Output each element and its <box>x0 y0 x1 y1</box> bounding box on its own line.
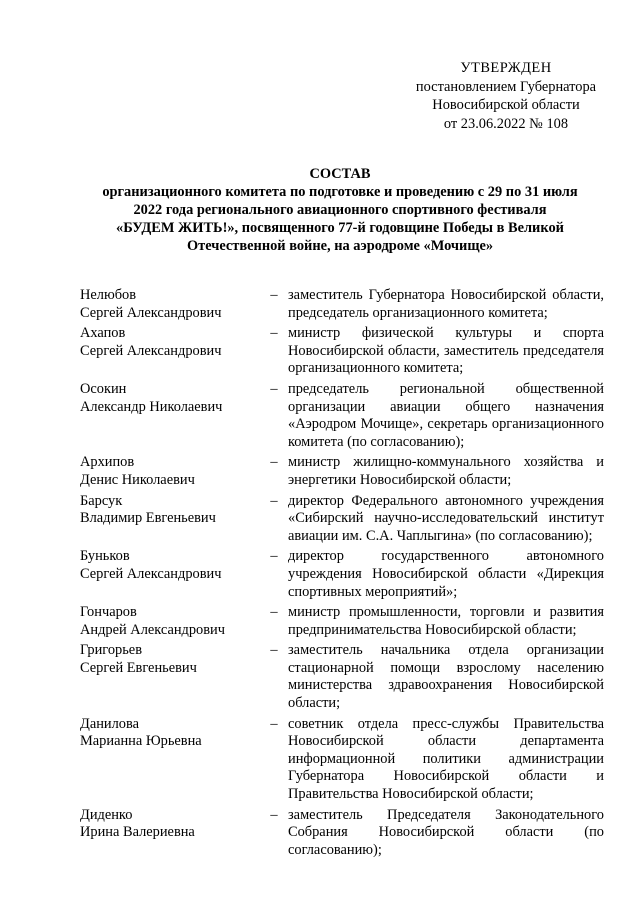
member-name <box>80 642 260 712</box>
member-position: заместитель начальника отдела организации стационарной помощи взрослому населению министерства здравоохранения Новосибирской области; <box>288 642 604 712</box>
member-dash: – <box>270 806 278 823</box>
member-position: заместитель Председателя Законодательного Собрания Новосибирской области (по согласованию); <box>288 806 604 858</box>
member-row <box>80 604 604 639</box>
member-row <box>80 807 604 860</box>
member-name <box>80 381 260 451</box>
member-given-names: Сергей Александрович <box>80 342 222 359</box>
approval-line: Новосибирской области <box>432 97 580 113</box>
member-position: директор Федерального автономного учреждения «Сибирский научно-исследовательский институт авиации им. С.А. Чаплыгина» (по согласованию); <box>288 492 604 544</box>
approval-line: от 23.06.2022 № 108 <box>443 115 569 132</box>
member-name <box>80 325 260 378</box>
member-surname: Данилова <box>80 715 139 732</box>
title-heading: СОСТАВ <box>309 166 371 182</box>
member-given-names: Андрей Александрович <box>80 621 225 638</box>
member-name <box>80 716 260 804</box>
member-dash: – <box>270 492 278 509</box>
member-row <box>80 493 604 546</box>
member-given-names: Денис Николаевич <box>80 471 195 488</box>
approval-stamp <box>392 59 620 133</box>
member-name <box>80 548 260 601</box>
member-given-names: Александр Николаевич <box>80 398 223 415</box>
member-dash: – <box>270 325 278 342</box>
member-dash: – <box>270 604 278 621</box>
member-surname: Барсук <box>80 492 123 509</box>
member-row <box>80 548 604 601</box>
member-dash: – <box>270 380 278 397</box>
member-surname: Нелюбов <box>80 287 137 303</box>
member-surname: Гончаров <box>80 604 137 621</box>
committee-members-list <box>80 287 604 862</box>
member-row <box>80 381 604 451</box>
member-position: министр жилищно-коммунального хозяйства и энергетики Новосибирской области; <box>288 454 604 488</box>
member-given-names: Владимир Евгеньевич <box>80 510 216 527</box>
member-surname: Архипов <box>80 454 135 471</box>
member-dash: – <box>270 548 278 565</box>
member-position: заместитель Губернатора Новосибирской области, председатель организационного комитета; <box>288 287 604 321</box>
member-name <box>80 454 260 489</box>
member-given-names: Сергей Александрович <box>80 565 222 582</box>
member-row <box>80 287 604 322</box>
member-dash: – <box>270 287 278 303</box>
member-row <box>80 325 604 378</box>
member-given-names: Сергей Евгеньевич <box>80 659 197 676</box>
approval-heading: УТВЕРЖДЕН <box>460 60 552 76</box>
member-dash: – <box>270 454 278 471</box>
member-given-names: Сергей Александрович <box>80 304 222 321</box>
member-given-names: Ирина Валериевна <box>80 824 195 841</box>
member-name <box>80 807 260 860</box>
title-line: «БУДЕМ ЖИТЬ!», посвященного 77-й годовщине Победы в Великой <box>116 220 564 236</box>
member-name <box>80 287 260 322</box>
member-name <box>80 493 260 546</box>
member-row <box>80 642 604 712</box>
member-position: министр промышленности, торговли и развития предпринимательства Новосибирской области; <box>288 604 604 638</box>
title-line: 2022 года регионального авиационного спортивного фестиваля <box>133 202 547 218</box>
title-line: Отечественной войне, на аэродроме «Мочище» <box>186 238 494 254</box>
member-surname: Ахапов <box>80 325 126 342</box>
member-row <box>80 454 604 489</box>
member-position: министр физической культуры и спорта Новосибирской области, заместитель председателя организационного комитета; <box>288 325 604 377</box>
document-title <box>70 165 610 255</box>
member-position: председатель региональной общественной организации авиации общего назначения «Аэродром Мочище», секретарь организационного комитета (по согласованию); <box>288 380 604 450</box>
approval-line: постановлением Губернатора <box>415 78 597 95</box>
member-dash: – <box>270 715 278 732</box>
member-name <box>80 604 260 639</box>
member-surname: Осокин <box>80 380 127 397</box>
member-row <box>80 716 604 804</box>
member-surname: Буньков <box>80 548 130 565</box>
member-surname: Григорьев <box>80 642 142 659</box>
title-line: организационного комитета по подготовке и проведению с 29 по 31 июля <box>102 184 578 200</box>
member-surname: Диденко <box>80 806 133 823</box>
member-dash: – <box>270 642 278 659</box>
member-position: директор государственного автономного учреждения Новосибирской области «Дирекция спортивных мероприятий»; <box>288 548 604 600</box>
member-given-names: Марианна Юрьевна <box>80 733 202 750</box>
member-position: советник отдела пресс-службы Правительства Новосибирской области департамента информационной политики администрации Губернатора Новосибирской области и Правительства Новосибирской области; <box>288 715 604 803</box>
